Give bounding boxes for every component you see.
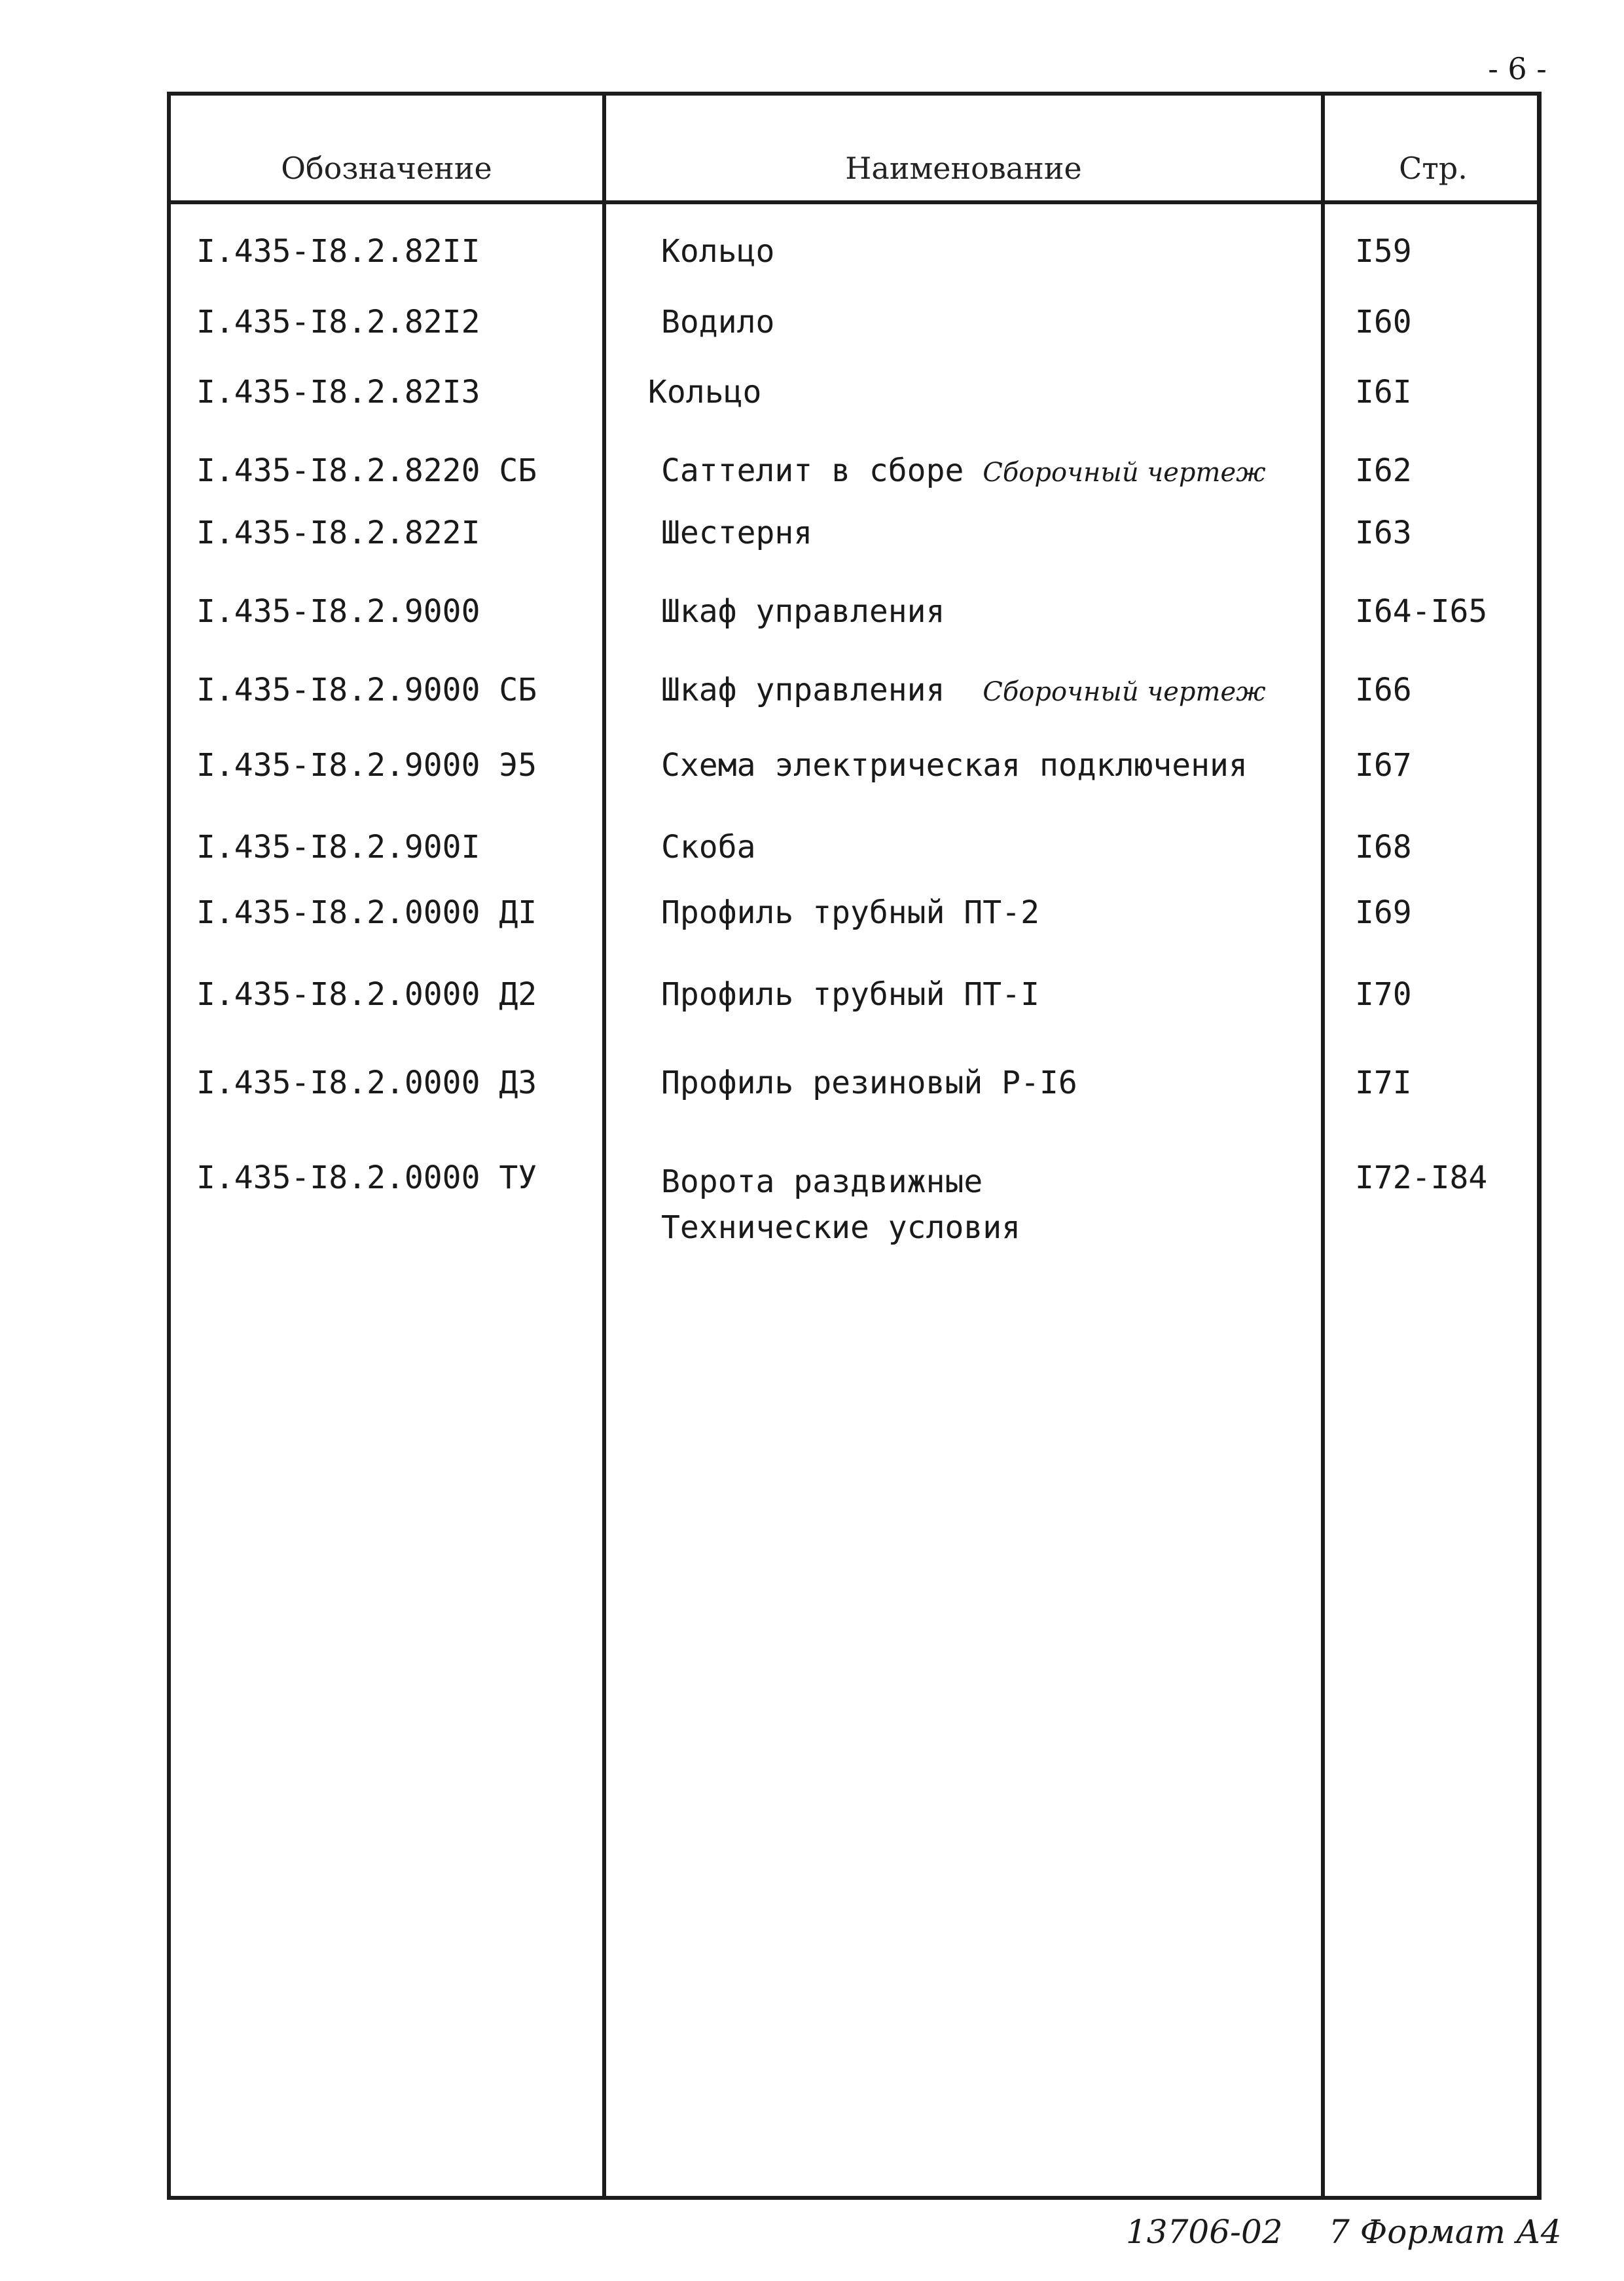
header-name: Наименование (845, 151, 1082, 186)
designation-cell: I.435-I8.2.82II (196, 233, 480, 270)
page-cell: I63 (1355, 515, 1412, 551)
name-cell (661, 452, 1266, 492)
name-text: Саттелит в сборе (661, 452, 964, 489)
table-row (0, 1159, 1624, 1264)
name-cell: Схема электрическая подключения (661, 747, 1248, 784)
designation-cell: I.435-I8.2.8220 СБ (196, 452, 537, 489)
name-cell: Скоба (661, 829, 756, 866)
name-extra: Сборочный чертеж (983, 458, 1266, 488)
table-row (0, 671, 1624, 743)
name-text: Шкаф управления (661, 672, 945, 708)
designation-cell: I.435-I8.2.9000 (196, 593, 480, 630)
designation-cell: I.435-I8.2.822I (196, 515, 480, 551)
table-row (0, 514, 1624, 586)
table-row (0, 452, 1624, 524)
name-cell (661, 671, 1266, 711)
page-cell: I59 (1355, 233, 1412, 270)
page-cell: I66 (1355, 672, 1412, 708)
table-row (0, 1064, 1624, 1136)
designation-cell: I.435-I8.2.0000 ТУ (196, 1159, 537, 1196)
name-cell: Профиль трубный ПТ-I (661, 976, 1039, 1013)
header-divider (167, 200, 1542, 204)
page-cell: I70 (1355, 976, 1412, 1013)
page-cell: I62 (1355, 452, 1412, 489)
name-cell: Ворота раздвижные Технические условия (661, 1163, 1021, 1246)
table-row (0, 894, 1624, 966)
doc-number: 13706-02 (1126, 2213, 1283, 2251)
page-cell: I68 (1355, 829, 1412, 866)
format-label: 7 Формат А4 (1329, 2213, 1562, 2251)
name-cell: Профиль резиновый Р-I6 (661, 1065, 1077, 1101)
page-cell: I60 (1355, 304, 1412, 340)
designation-cell: I.435-I8.2.9000 СБ (196, 672, 537, 708)
page-cell: I69 (1355, 894, 1412, 931)
page-number: - 6 - (1488, 51, 1547, 86)
designation-cell: I.435-I8.2.82I3 (196, 374, 480, 411)
name-cell: Водило (661, 304, 775, 340)
page-cell: I64-I65 (1355, 593, 1488, 630)
table-row (0, 746, 1624, 818)
designation-cell: I.435-I8.2.0000 Д3 (196, 1065, 537, 1101)
table-row (0, 976, 1624, 1048)
designation-cell: I.435-I8.2.82I2 (196, 304, 480, 340)
header-designation: Обозначение (281, 151, 492, 186)
header-page: Стр. (1399, 151, 1468, 186)
page-cell: I67 (1355, 747, 1412, 784)
table-row (0, 232, 1624, 304)
name-cell: Шкаф управления (661, 593, 945, 630)
designation-cell: I.435-I8.2.0000 Д2 (196, 976, 537, 1013)
table-row (0, 373, 1624, 445)
name-cell: Кольцо (648, 374, 762, 411)
name-cell: Кольцо (661, 233, 775, 270)
name-cell: Профиль трубный ПТ-2 (661, 894, 1039, 931)
name-extra: Сборочный чертеж (983, 677, 1266, 707)
table-row (0, 303, 1624, 375)
page-cell: I72-I84 (1355, 1159, 1488, 1196)
page-cell: I6I (1355, 374, 1412, 411)
name-cell: Шестерня (661, 515, 813, 551)
table-row (0, 828, 1624, 900)
table-row (0, 593, 1624, 665)
page-cell: I7I (1355, 1065, 1412, 1101)
designation-cell: I.435-I8.2.9000 Э5 (196, 747, 537, 784)
designation-cell: I.435-I8.2.0000 ДI (196, 894, 537, 931)
designation-cell: I.435-I8.2.900I (196, 829, 480, 866)
